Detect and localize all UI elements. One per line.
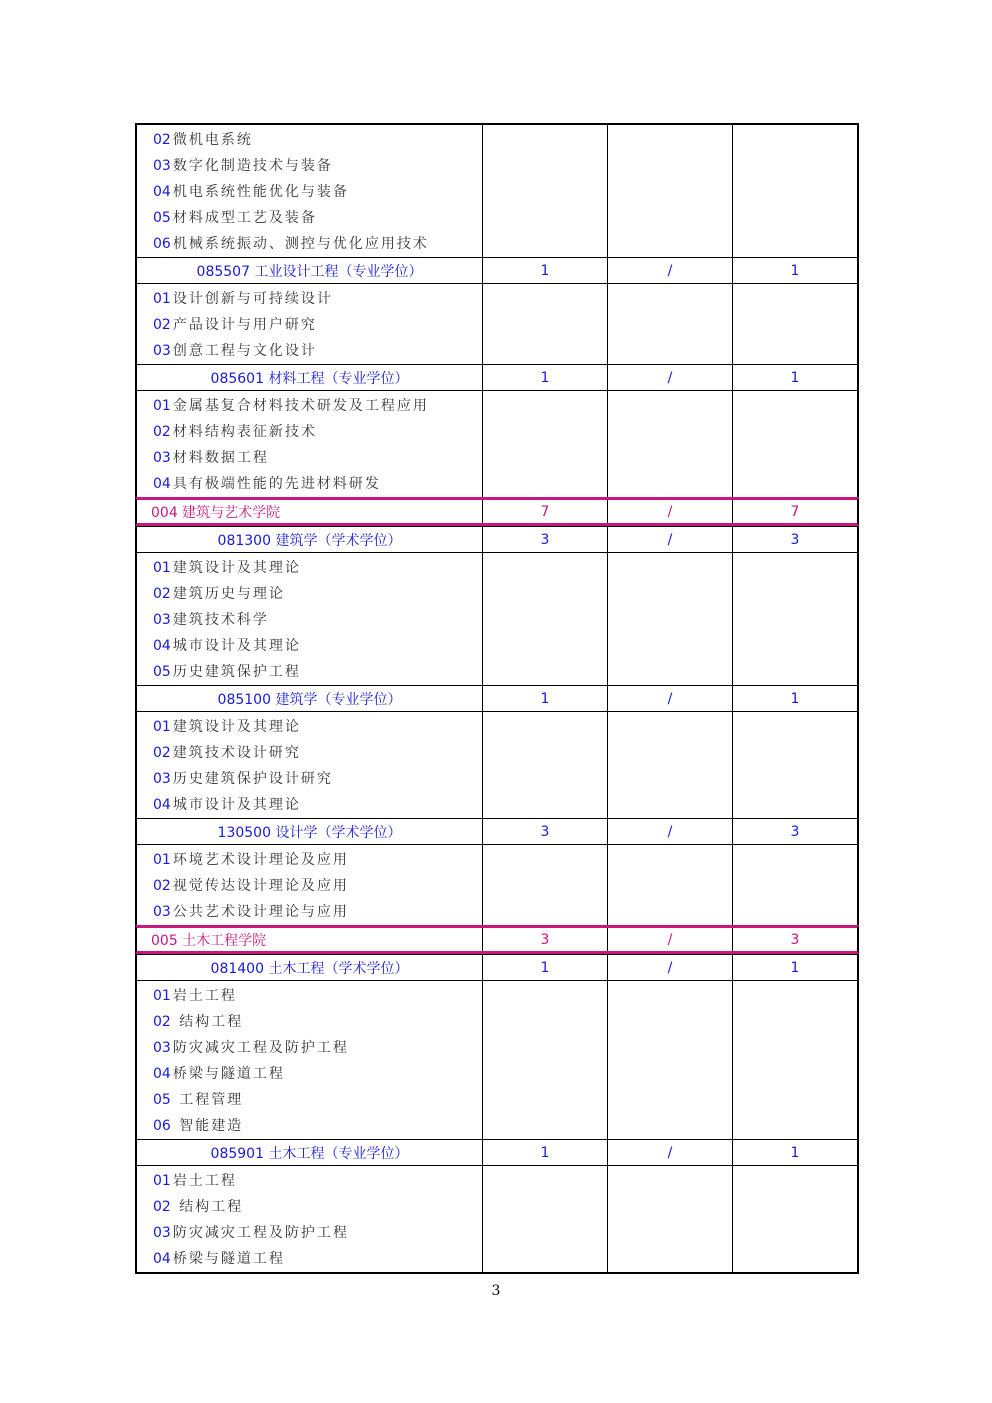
research-direction-row bbox=[135, 284, 859, 364]
direction-code: 05 bbox=[153, 1092, 171, 1108]
direction-item bbox=[153, 1009, 243, 1035]
direction-code: 03 bbox=[153, 904, 171, 920]
direction-name: 金属基复合材料技术研发及工程应用 bbox=[172, 398, 429, 414]
direction-name: 建筑历史与理论 bbox=[172, 586, 285, 602]
direction-code: 03 bbox=[153, 612, 171, 628]
direction-item bbox=[153, 555, 301, 581]
direction-code: 01 bbox=[153, 560, 171, 576]
direction-code: 04 bbox=[153, 1251, 171, 1267]
direction-list bbox=[137, 981, 483, 1139]
direction-code: 03 bbox=[153, 450, 171, 466]
direction-code: 02 bbox=[153, 878, 171, 894]
direction-name: 设计创新与可持续设计 bbox=[172, 291, 333, 307]
total-count: 3 bbox=[483, 928, 608, 951]
total-count: 3 bbox=[483, 819, 608, 844]
direction-name: 材料结构表征新技术 bbox=[172, 424, 317, 440]
direction-code: 01 bbox=[153, 1173, 171, 1189]
right-count: 1 bbox=[790, 690, 800, 707]
empty-cell bbox=[608, 391, 733, 497]
direction-name: 微机电系统 bbox=[172, 132, 253, 148]
direction-code: 06 bbox=[153, 236, 171, 252]
direction-name: 环境艺术设计理论及应用 bbox=[172, 852, 349, 868]
direction-item bbox=[153, 1220, 349, 1246]
direction-code: 02 bbox=[153, 1199, 171, 1215]
research-direction-row bbox=[135, 123, 859, 257]
direction-item bbox=[153, 847, 349, 873]
direction-code: 04 bbox=[153, 638, 171, 654]
direction-item bbox=[153, 1168, 237, 1194]
direction-code: 03 bbox=[153, 1040, 171, 1056]
direction-item bbox=[153, 1087, 243, 1113]
empty-cell bbox=[733, 284, 857, 364]
direction-list bbox=[137, 391, 483, 497]
direction-item bbox=[153, 766, 333, 792]
empty-cell bbox=[608, 125, 733, 257]
empty-cell bbox=[483, 553, 608, 685]
research-direction-row bbox=[135, 845, 859, 925]
direction-name: 防灾减灾工程及防护工程 bbox=[172, 1225, 349, 1241]
school-name: 004 建筑与艺术学院 bbox=[137, 500, 483, 523]
total-count: 1 bbox=[483, 1140, 608, 1165]
direction-name: 历史建筑保护设计研究 bbox=[172, 771, 333, 787]
empty-cell bbox=[608, 1166, 733, 1272]
direction-code: 03 bbox=[153, 771, 171, 787]
direction-name: 工程管理 bbox=[172, 1092, 244, 1108]
empty-cell bbox=[483, 125, 608, 257]
direction-name: 数字化制造技术与装备 bbox=[172, 158, 333, 174]
direction-code: 02 bbox=[153, 317, 171, 333]
direction-name: 视觉传达设计理论及应用 bbox=[172, 878, 349, 894]
direction-code: 04 bbox=[153, 184, 171, 200]
right-count: 3 bbox=[790, 531, 800, 548]
major-row bbox=[135, 526, 859, 553]
direction-code: 01 bbox=[153, 291, 171, 307]
research-direction-row bbox=[135, 981, 859, 1139]
major-row bbox=[135, 954, 859, 981]
direction-item bbox=[153, 127, 253, 153]
school-row bbox=[135, 925, 859, 954]
direction-name: 机电系统性能优化与装备 bbox=[172, 184, 349, 200]
direction-name: 公共艺术设计理论与应用 bbox=[172, 904, 349, 920]
direction-list bbox=[137, 712, 483, 818]
direction-name: 城市设计及其理论 bbox=[172, 638, 301, 654]
direction-list bbox=[137, 284, 483, 364]
direction-item bbox=[153, 471, 381, 497]
direction-item bbox=[153, 393, 429, 419]
direction-name: 岩土工程 bbox=[172, 988, 237, 1004]
direction-name: 建筑技术设计研究 bbox=[172, 745, 301, 761]
empty-cell bbox=[483, 1166, 608, 1272]
major-name: 085100 建筑学（专业学位） bbox=[137, 686, 483, 711]
total-count: 1 bbox=[483, 258, 608, 283]
direction-list bbox=[137, 845, 483, 925]
middle-count: / bbox=[608, 819, 733, 844]
major-row bbox=[135, 257, 859, 284]
direction-name: 具有极端性能的先进材料研发 bbox=[172, 476, 381, 492]
middle-count: / bbox=[608, 1140, 733, 1165]
direction-list bbox=[137, 125, 483, 257]
direction-name: 智能建造 bbox=[172, 1118, 244, 1134]
research-direction-row bbox=[135, 712, 859, 818]
empty-cell bbox=[608, 553, 733, 685]
empty-cell bbox=[733, 981, 857, 1139]
direction-item bbox=[153, 153, 333, 179]
total-count: 1 bbox=[483, 686, 608, 711]
direction-name: 建筑技术科学 bbox=[172, 612, 269, 628]
direction-code: 02 bbox=[153, 586, 171, 602]
empty-cell bbox=[733, 1166, 857, 1272]
right-count: 7 bbox=[790, 503, 800, 520]
direction-item bbox=[153, 1194, 243, 1220]
major-name: 085601 材料工程（专业学位） bbox=[137, 365, 483, 390]
direction-item bbox=[153, 1061, 285, 1087]
direction-item bbox=[153, 792, 301, 818]
empty-cell bbox=[608, 284, 733, 364]
direction-item bbox=[153, 873, 349, 899]
direction-name: 桥梁与隧道工程 bbox=[172, 1066, 285, 1082]
total-count: 1 bbox=[483, 365, 608, 390]
major-row bbox=[135, 364, 859, 391]
direction-item bbox=[153, 312, 317, 338]
direction-item bbox=[153, 231, 429, 257]
direction-name: 结构工程 bbox=[172, 1199, 244, 1215]
direction-name: 桥梁与隧道工程 bbox=[172, 1251, 285, 1267]
research-direction-row bbox=[135, 1166, 859, 1274]
direction-code: 05 bbox=[153, 210, 171, 226]
right-count: 3 bbox=[790, 931, 800, 948]
direction-list bbox=[137, 1166, 483, 1272]
direction-item bbox=[153, 714, 301, 740]
empty-cell bbox=[483, 284, 608, 364]
middle-count: / bbox=[608, 955, 733, 980]
direction-item bbox=[153, 607, 269, 633]
direction-name: 产品设计与用户研究 bbox=[172, 317, 317, 333]
empty-cell bbox=[483, 981, 608, 1139]
right-count: 3 bbox=[790, 823, 800, 840]
research-direction-row bbox=[135, 553, 859, 685]
middle-count: / bbox=[608, 686, 733, 711]
empty-cell bbox=[733, 712, 857, 818]
major-row bbox=[135, 818, 859, 845]
direction-name: 建筑设计及其理论 bbox=[172, 560, 301, 576]
middle-count: / bbox=[608, 500, 733, 523]
total-count: 1 bbox=[483, 955, 608, 980]
direction-item bbox=[153, 633, 301, 659]
direction-code: 03 bbox=[153, 1225, 171, 1241]
direction-code: 02 bbox=[153, 1014, 171, 1030]
right-count: 1 bbox=[790, 1144, 800, 1161]
page-number: 3 bbox=[491, 1283, 501, 1299]
direction-item bbox=[153, 1035, 349, 1061]
empty-cell bbox=[608, 712, 733, 818]
major-row bbox=[135, 685, 859, 712]
empty-cell bbox=[733, 845, 857, 925]
direction-code: 05 bbox=[153, 664, 171, 680]
direction-code: 01 bbox=[153, 988, 171, 1004]
direction-item bbox=[153, 659, 301, 685]
empty-cell bbox=[733, 391, 857, 497]
direction-item bbox=[153, 1113, 243, 1139]
direction-code: 01 bbox=[153, 398, 171, 414]
right-count: 1 bbox=[790, 959, 800, 976]
direction-item bbox=[153, 286, 333, 312]
direction-item bbox=[153, 338, 317, 364]
major-name: 081400 土木工程（学术学位） bbox=[137, 955, 483, 980]
direction-code: 03 bbox=[153, 158, 171, 174]
direction-item bbox=[153, 899, 349, 925]
direction-item bbox=[153, 179, 349, 205]
empty-cell bbox=[608, 981, 733, 1139]
direction-code: 04 bbox=[153, 476, 171, 492]
direction-item bbox=[153, 581, 285, 607]
empty-cell bbox=[733, 125, 857, 257]
direction-code: 04 bbox=[153, 797, 171, 813]
direction-code: 01 bbox=[153, 852, 171, 868]
right-count: 1 bbox=[790, 369, 800, 386]
direction-name: 材料成型工艺及装备 bbox=[172, 210, 317, 226]
direction-item bbox=[153, 1246, 285, 1272]
direction-item bbox=[153, 740, 301, 766]
empty-cell bbox=[483, 712, 608, 818]
research-direction-row bbox=[135, 391, 859, 497]
direction-item bbox=[153, 205, 317, 231]
major-row bbox=[135, 1139, 859, 1166]
middle-count: / bbox=[608, 258, 733, 283]
empty-cell bbox=[608, 845, 733, 925]
total-count: 3 bbox=[483, 527, 608, 552]
direction-name: 历史建筑保护工程 bbox=[172, 664, 301, 680]
empty-cell bbox=[483, 391, 608, 497]
direction-name: 材料数据工程 bbox=[172, 450, 269, 466]
direction-name: 创意工程与文化设计 bbox=[172, 343, 317, 359]
direction-code: 01 bbox=[153, 719, 171, 735]
direction-name: 机械系统振动、测控与优化应用技术 bbox=[172, 236, 429, 252]
middle-count: / bbox=[608, 365, 733, 390]
school-name: 005 土木工程学院 bbox=[137, 928, 483, 951]
right-count: 1 bbox=[790, 262, 800, 279]
direction-code: 04 bbox=[153, 1066, 171, 1082]
total-count: 7 bbox=[483, 500, 608, 523]
direction-item bbox=[153, 983, 237, 1009]
middle-count: / bbox=[608, 527, 733, 552]
school-row bbox=[135, 497, 859, 526]
middle-count: / bbox=[608, 928, 733, 951]
direction-code: 03 bbox=[153, 343, 171, 359]
direction-name: 结构工程 bbox=[172, 1014, 244, 1030]
empty-cell bbox=[733, 553, 857, 685]
major-name: 085901 土木工程（专业学位） bbox=[137, 1140, 483, 1165]
major-name: 130500 设计学（学术学位） bbox=[137, 819, 483, 844]
direction-code: 02 bbox=[153, 745, 171, 761]
direction-code: 06 bbox=[153, 1118, 171, 1134]
empty-cell bbox=[483, 845, 608, 925]
direction-item bbox=[153, 445, 269, 471]
direction-list bbox=[137, 553, 483, 685]
direction-name: 岩土工程 bbox=[172, 1173, 237, 1189]
direction-name: 建筑设计及其理论 bbox=[172, 719, 301, 735]
direction-name: 防灾减灾工程及防护工程 bbox=[172, 1040, 349, 1056]
direction-code: 02 bbox=[153, 424, 171, 440]
direction-name: 城市设计及其理论 bbox=[172, 797, 301, 813]
direction-item bbox=[153, 419, 317, 445]
enrollment-table bbox=[135, 123, 859, 1274]
major-name: 081300 建筑学（学术学位） bbox=[137, 527, 483, 552]
major-name: 085507 工业设计工程（专业学位） bbox=[137, 258, 483, 283]
direction-code: 02 bbox=[153, 132, 171, 148]
